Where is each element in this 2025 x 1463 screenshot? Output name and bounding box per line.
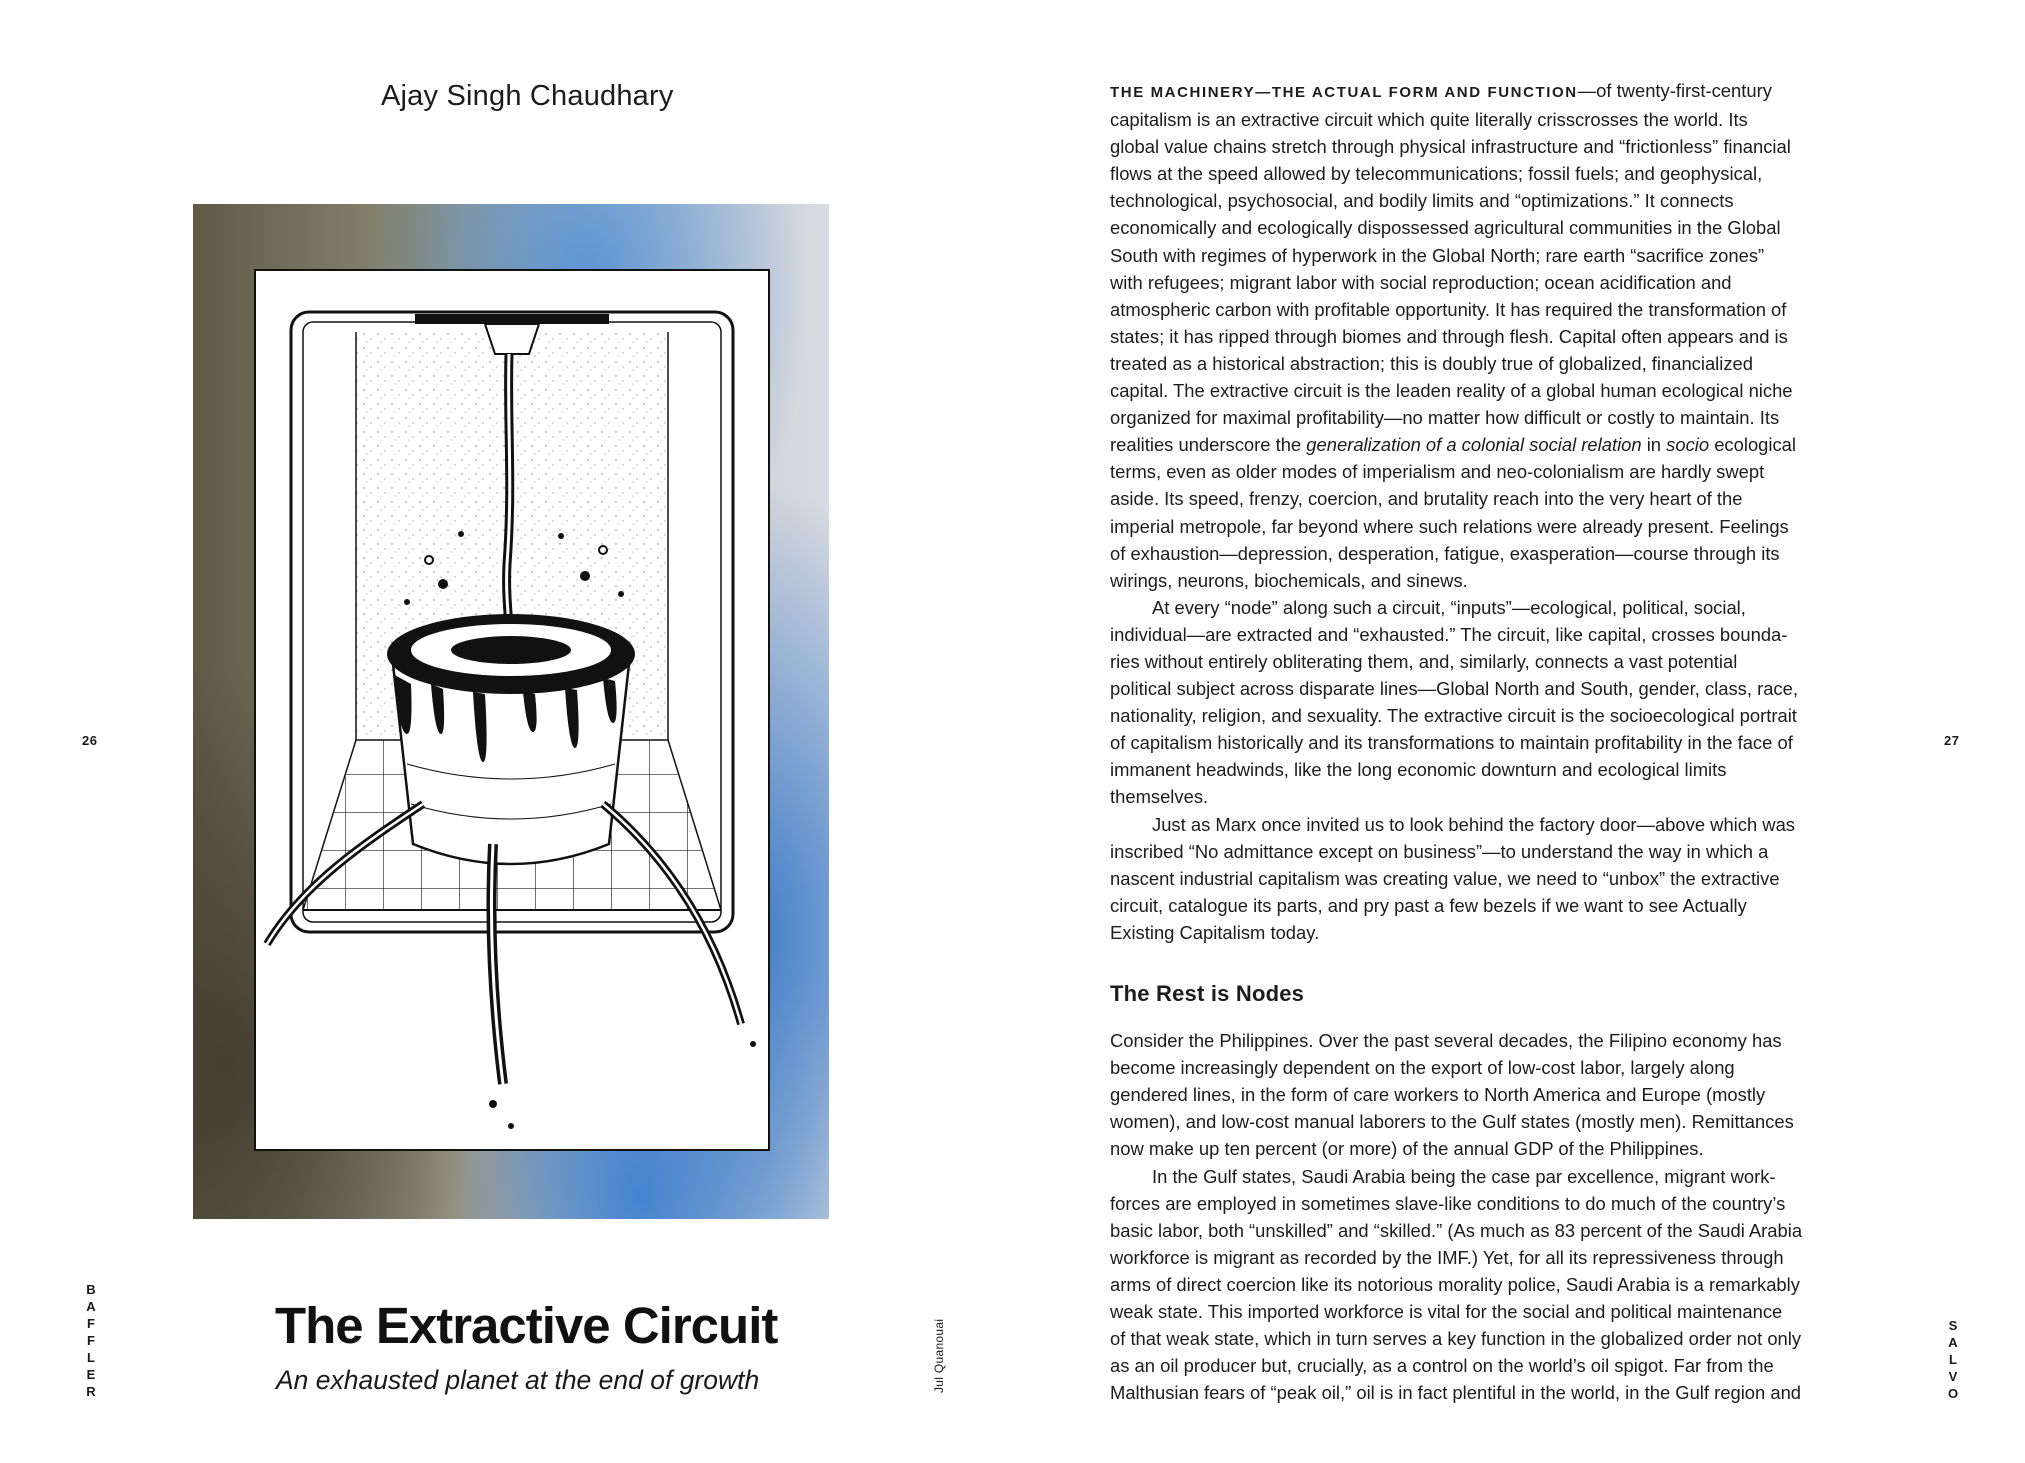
text-line: Consider the Philippines. Over the past several decades, the Filipino economy has	[1110, 1030, 1782, 1052]
article-title: The Extractive Circuit	[275, 1297, 778, 1354]
text-fragment: in	[1641, 434, 1667, 456]
text-line: wirings, neurons, biochemicals, and sinews.	[1110, 569, 1468, 591]
text-line: themselves.	[1110, 786, 1209, 808]
lead-in-smallcaps: THE MACHINERY—THE ACTUAL FORM AND FUNCTION	[1110, 84, 1578, 101]
section-heading: The Rest is Nodes	[1110, 981, 1305, 1006]
text-line: Just as Marx once invited us to look behind the factory door—above which was	[1152, 813, 1795, 835]
text-line: women), and low-cost manual laborers to the Gulf states (mostly men). Remittances	[1110, 1111, 1794, 1133]
text-line: technological, psychosocial, and bodily limits and “optimizations.” It connects	[1110, 190, 1734, 212]
text-line	[1110, 77, 1855, 106]
text-line: as an oil producer but, crucially, as a control on the world’s oil spigot. Far from the	[1110, 1355, 1774, 1377]
text-line: basic labor, both “unskilled” and “skilled.” (As much as 83 percent of the Saudi Arabia	[1110, 1219, 1803, 1241]
text-line: arms of direct coercion like its notorious morality police, Saudi Arabia is a remarkably	[1110, 1273, 1800, 1295]
text-line: weak state. This imported workforce is vital for the social and political maintenance	[1110, 1301, 1783, 1323]
section-vertical-label: SALVO	[1947, 1318, 1959, 1401]
text-line: now make up ten percent (or more) of the annual GDP of the Philippines.	[1110, 1138, 1704, 1160]
body-column	[1110, 77, 1855, 1406]
text-line: nascent industrial capitalism was creating value, we need to “unbox” the extractive	[1110, 867, 1780, 889]
text-line: individual—are extracted and “exhausted.” The circuit, like capital, crosses bounda-	[1110, 623, 1788, 645]
text-line: capitalism is an extractive circuit which quite literally crisscrosses the world. Its	[1110, 109, 1748, 131]
text-line: states; it has ripped through biomes and through flesh. Capital often appears and is	[1110, 325, 1788, 347]
text-line: In the Gulf states, Saudi Arabia being the case par excellence, migrant work-	[1152, 1165, 1776, 1187]
text-line: South with regimes of hyperwork in the Global North; rare earth “sacrifice zones”	[1110, 244, 1765, 266]
text-line: gendered lines, in the form of care workers to North America and Europe (mostly	[1110, 1084, 1766, 1106]
text-line: of capitalism historically and its transformations to maintain profitability in the face of	[1110, 732, 1793, 754]
text-line: At every “node” along such a circuit, “inputs”—ecological, political, social,	[1152, 596, 1746, 618]
text-line: capital. The extractive circuit is the leaden reality of a global human ecological niche	[1110, 380, 1793, 402]
text-line: with refugees; migrant labor with social reproduction; ocean acidification and	[1110, 271, 1732, 293]
text-fragment: ecological	[1709, 434, 1796, 456]
text-line: economically and ecologically dispossessed agricultural communities in the Global	[1110, 217, 1781, 239]
text-line: treated as a historical abstraction; this is doubly true of globalized, financialized	[1110, 352, 1754, 374]
article-subtitle: An exhausted planet at the end of growth	[276, 1365, 760, 1395]
italic-word: socio	[1666, 434, 1710, 456]
author-name: Ajay Singh Chaudhary	[381, 80, 674, 112]
text-line: Malthusian fears of “peak oil,” oil is in fact plentiful in the world, in the Gulf region and	[1110, 1382, 1802, 1404]
text-line: organized for maximal profitability—no matter how difficult or costly to maintain. Its	[1110, 407, 1780, 429]
text-line: of that weak state, which in turn serves a key function in the globalized order not only	[1110, 1328, 1802, 1350]
text-line: circuit, catalogue its parts, and pry past a few bezels if we want to see Actually	[1110, 894, 1747, 916]
illustration	[193, 204, 829, 1219]
italic-phrase: generalization of a colonial social relation	[1306, 434, 1642, 456]
text-line: immanent headwinds, like the long economic downturn and ecological limits	[1110, 759, 1727, 781]
paragraph-4	[1110, 1027, 1855, 1162]
overflowing-basin-illustration	[193, 204, 829, 1219]
text-line: flows at the speed allowed by telecommunications; fossil fuels; and geophysical,	[1110, 163, 1763, 185]
text-line: atmospheric carbon with profitable opportunity. It has required the transformation of	[1110, 298, 1787, 320]
text-line: imperial metropole, far beyond where such relations were already present. Feelings	[1110, 515, 1789, 537]
text-line: Existing Capitalism today.	[1110, 921, 1320, 943]
text-line: inscribed “No admittance except on business”—to understand the way in which a	[1110, 840, 1769, 862]
text-line: nationality, religion, and sexuality. The extractive circuit is the socioecological portrait	[1110, 705, 1797, 727]
text-line: aside. Its speed, frenzy, coercion, and brutality reach into the very heart of the	[1110, 488, 1743, 510]
paragraph-2	[1110, 594, 1855, 811]
page-number-left: 26	[82, 733, 98, 748]
brand-vertical-label: BAFFLER	[86, 1282, 96, 1399]
text-line: ries without entirely obliterating them, and, similarly, connects a vast potential	[1110, 650, 1738, 672]
text-line: terms, even as older modes of imperialism and neo-colonialism are hardly swept	[1110, 461, 1765, 483]
illustration-credit: Jul Quanouai	[932, 1318, 946, 1393]
text-line: political subject across disparate lines—Global North and South, gender, class, race,	[1110, 678, 1798, 700]
paragraph-5	[1110, 1163, 1855, 1407]
text-line: become increasingly dependent on the export of low-cost labor, largely along	[1110, 1057, 1735, 1079]
text-fragment: —of twenty-first-century	[1577, 80, 1772, 101]
paragraph-1	[1110, 77, 1855, 594]
paragraph-3	[1110, 811, 1855, 946]
text-line: forces are employed in sometimes slave-like conditions to do much of the country’s	[1110, 1192, 1786, 1214]
text-fragment: realities underscore the	[1110, 434, 1307, 456]
text-line: workforce is migrant as recorded by the IMF.) Yet, for all its repressiveness through	[1110, 1246, 1784, 1268]
text-line: global value chains stretch through physical infrastructure and “frictionless” financial	[1110, 136, 1791, 158]
text-line: of exhaustion—depression, desperation, fatigue, exasperation—course through its	[1110, 542, 1780, 564]
page-number-right: 27	[1944, 733, 1960, 748]
text-line	[1110, 431, 1855, 458]
